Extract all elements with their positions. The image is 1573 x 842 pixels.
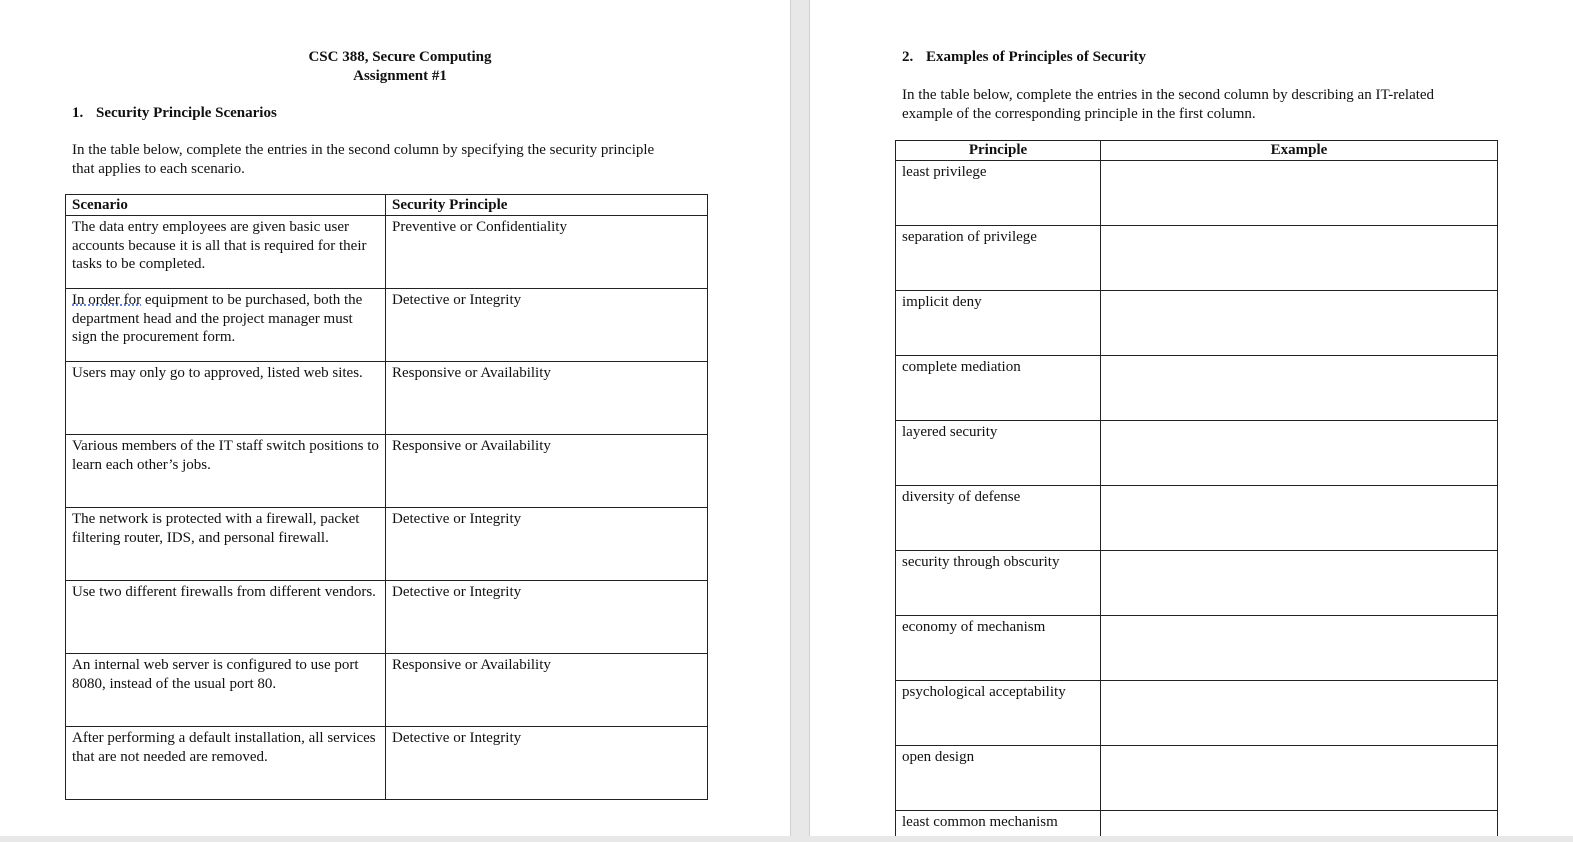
table-row <box>896 551 1498 616</box>
principle-cell[interactable]: Responsive or Availability <box>386 435 708 508</box>
example-cell[interactable] <box>1101 226 1498 291</box>
example-cell[interactable] <box>1101 486 1498 551</box>
principle-cell[interactable]: Detective or Integrity <box>386 727 708 800</box>
principle-name-cell[interactable]: least privilege <box>896 161 1101 226</box>
header-example: Example <box>1101 141 1498 161</box>
scenario-cell[interactable]: An internal web server is configured to use port 8080, instead of the usual port 80. <box>66 654 386 727</box>
scenario-cell[interactable]: The network is protected with a firewall, packet filtering router, IDS, and personal firewall. <box>66 508 386 581</box>
principle-cell[interactable]: Responsive or Availability <box>386 654 708 727</box>
table-row <box>66 216 708 289</box>
table-row <box>896 226 1498 291</box>
section2-intro-line2: example of the corresponding principle in the first column. <box>902 106 1256 122</box>
table-row <box>896 356 1498 421</box>
example-cell[interactable] <box>1101 551 1498 616</box>
section1-title: Security Principle Scenarios <box>96 105 277 121</box>
section2-heading <box>902 49 1146 66</box>
principle-name-cell[interactable]: least common mechanism <box>896 811 1101 842</box>
example-cell[interactable] <box>1101 421 1498 486</box>
example-cell[interactable] <box>1101 746 1498 811</box>
document-page-right[interactable] <box>810 0 1573 842</box>
principle-name-cell[interactable]: layered security <box>896 421 1101 486</box>
table-row <box>896 486 1498 551</box>
section1-intro-line1: In the table below, complete the entries in the second column by specifying the security principle <box>72 142 655 158</box>
section2-title: Examples of Principles of Security <box>926 49 1146 65</box>
header-principle: Principle <box>896 141 1101 161</box>
scenario-table <box>65 194 708 800</box>
principle-cell[interactable]: Detective or Integrity <box>386 289 708 362</box>
scenario-cell[interactable]: The data entry employees are given basic user accounts because it is all that is required for their tasks to be completed. <box>66 216 386 289</box>
table-row <box>66 435 708 508</box>
table-row <box>896 161 1498 226</box>
section1-number: 1. <box>72 105 84 121</box>
scenario-cell[interactable] <box>66 289 386 362</box>
section1-heading <box>72 105 277 122</box>
principle-name-cell[interactable]: complete mediation <box>896 356 1101 421</box>
example-cell[interactable] <box>1101 681 1498 746</box>
principle-name-cell[interactable]: psychological acceptability <box>896 681 1101 746</box>
table-row <box>896 291 1498 356</box>
example-cell[interactable] <box>1101 616 1498 681</box>
section1-intro <box>72 141 712 179</box>
table-row <box>66 362 708 435</box>
principle-cell[interactable]: Detective or Integrity <box>386 508 708 581</box>
table-row <box>66 727 708 800</box>
principle-cell[interactable]: Responsive or Availability <box>386 362 708 435</box>
principle-cell[interactable]: Detective or Integrity <box>386 581 708 654</box>
table-header-row <box>896 141 1498 161</box>
table-row <box>66 581 708 654</box>
principle-name-cell[interactable]: diversity of defense <box>896 486 1101 551</box>
scenario-cell[interactable]: After performing a default installation, all services that are not needed are removed. <box>66 727 386 800</box>
example-cell[interactable] <box>1101 161 1498 226</box>
document-subtitle: Assignment #1 <box>353 68 447 84</box>
section2-intro-line1: In the table below, complete the entries in the second column by describing an IT-related <box>902 87 1435 103</box>
table-row <box>66 289 708 362</box>
principle-name-cell[interactable]: separation of privilege <box>896 226 1101 291</box>
table-row <box>896 421 1498 486</box>
section2-number: 2. <box>902 49 914 65</box>
scenario-cell[interactable]: Use two different firewalls from different vendors. <box>66 581 386 654</box>
page-gutter <box>790 0 810 842</box>
principle-name-cell[interactable]: open design <box>896 746 1101 811</box>
scenario-text: equipment to be purchased, both the department head and the project manager must sign the procurement form. <box>72 292 363 346</box>
header-scenario: Scenario <box>66 195 386 216</box>
principle-name-cell[interactable]: economy of mechanism <box>896 616 1101 681</box>
principle-name-cell[interactable]: implicit deny <box>896 291 1101 356</box>
principle-cell[interactable]: Preventive or Confidentiality <box>386 216 708 289</box>
example-cell[interactable] <box>1101 356 1498 421</box>
example-cell[interactable] <box>1101 291 1498 356</box>
table-row <box>896 616 1498 681</box>
scenario-cell[interactable]: Various members of the IT staff switch positions to learn each other’s jobs. <box>66 435 386 508</box>
section1-intro-line2: that applies to each scenario. <box>72 161 245 177</box>
table-row <box>896 746 1498 811</box>
principle-table <box>895 140 1498 842</box>
header-security-principle: Security Principle <box>386 195 708 216</box>
document-title: CSC 388, Secure Computing <box>308 49 492 65</box>
scenario-cell[interactable]: Users may only go to approved, listed web sites. <box>66 362 386 435</box>
table-row <box>896 681 1498 746</box>
section2-intro <box>902 86 1502 124</box>
table-row <box>66 654 708 727</box>
table-header-row <box>66 195 708 216</box>
window-bottom-edge <box>0 836 1573 842</box>
spellcheck-underlined-text[interactable]: In order for <box>72 292 142 308</box>
principle-name-cell[interactable]: security through obscurity <box>896 551 1101 616</box>
table-row <box>66 508 708 581</box>
